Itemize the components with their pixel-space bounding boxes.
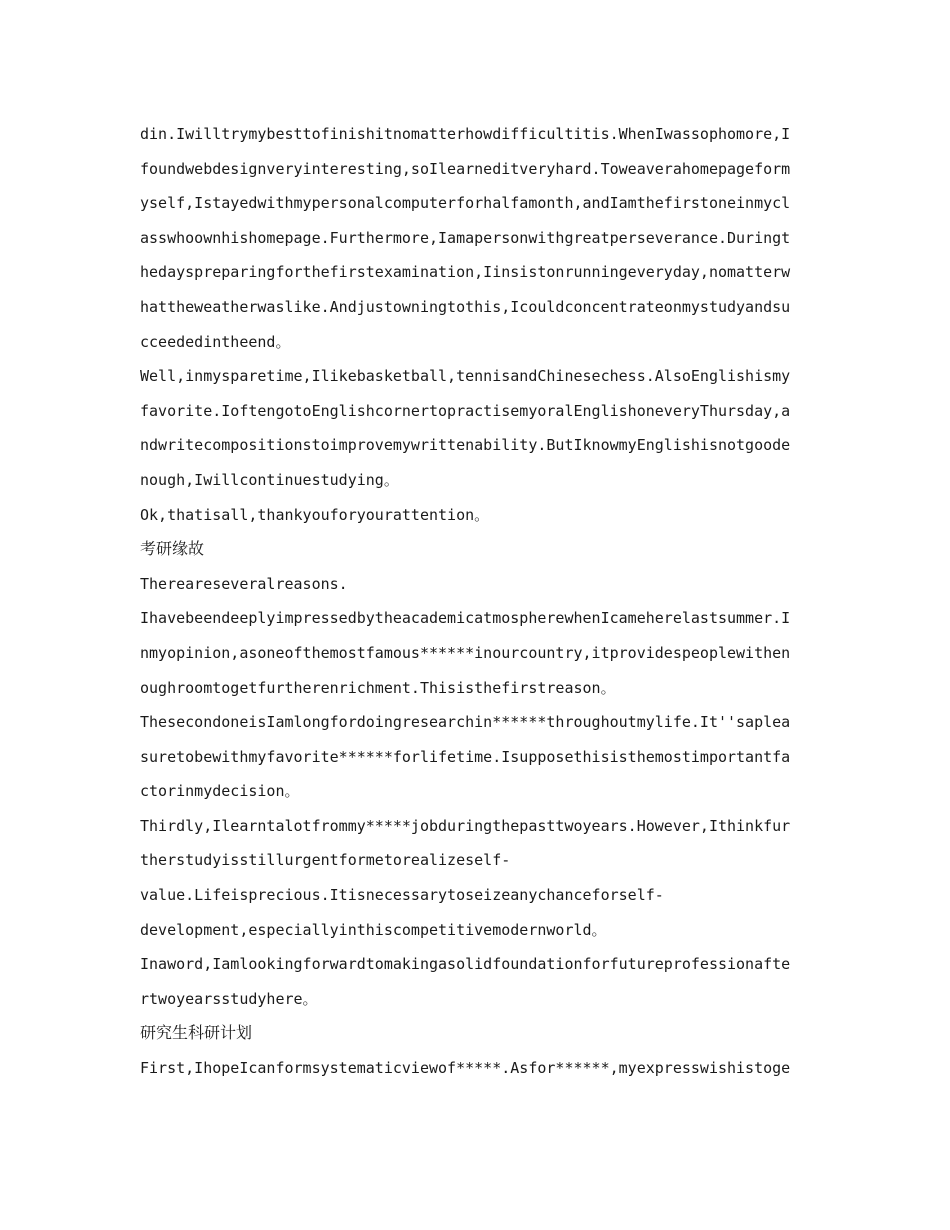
section-heading: 研究生科研计划: [140, 1023, 253, 1043]
text-line: therstudyisstillurgentformetorealizeself-: [140, 851, 511, 870]
text-line: Ok,thatisall,thankyouforyourattention。: [140, 505, 490, 524]
text-line: Thirdly,Ilearntalotfrommy*****jobduringthepasttwoyears.However,Ithinkfur: [140, 816, 791, 835]
document-body: [140, 117, 814, 1086]
text-line: value.Lifeisprecious.Itisnecessarytoseizeanychanceforself-: [140, 886, 664, 905]
text-line: ndwritecompositionstoimprovemywrittenability.ButIknowmyEnglishisnotgoode: [140, 436, 791, 455]
text-line: hattheweatherwaslike.Andjustowningtothis,Icouldconcentrateonmystudyandsu: [140, 297, 791, 316]
text-line: development,especiallyinthiscompetitivemodernworld。: [140, 920, 607, 939]
text-line: asswhoownhishomepage.Furthermore,Iamapersonwithgreatperseverance.Duringt: [140, 228, 791, 247]
text-line: ctorinmydecision。: [140, 782, 300, 801]
text-line: oughroomtogetfurtherenrichment.Thisisthefirstreason。: [140, 678, 616, 697]
text-line: nough,Iwillcontinuestudying。: [140, 470, 399, 489]
text-line: rtwoyearsstudyhere。: [140, 989, 318, 1008]
text-line: First,IhopeIcanformsystematicviewof*****.Asfor******,myexpresswishistoge: [140, 1059, 791, 1078]
text-line: favorite.IoftengotoEnglishcornertopractisemyoralEnglishoneveryThursday,a: [140, 401, 791, 420]
text-line: din.Iwilltrymybesttofinishitnomatterhowdifficultitis.WhenIwassophomore,I: [140, 125, 791, 143]
text-line: Well,inmysparetime,Ilikebasketball,tennisandChinesechess.AlsoEnglishismy: [140, 367, 791, 386]
text-line: Inaword,Iamlookingforwardtomakingasolidfoundationforfutureprofessionafte: [140, 955, 791, 974]
text-line: hedayspreparingforthefirstexamination,Iinsistonrunningeveryday,nomatterw: [140, 263, 791, 282]
text-line: yself,Istayedwithmypersonalcomputerforhalfamonth,andIamthefirstoneinmycl: [140, 194, 791, 213]
text-line: nmyopinion,asoneofthemostfamous******inourcountry,itprovidespeoplewithen: [140, 643, 791, 662]
text-line: foundwebdesignveryinteresting,soIlearneditveryhard.Toweaverahomepageform: [140, 159, 791, 178]
text-line: suretobewithmyfavorite******forlifetime.Isupposethisisthemostimportantfa: [140, 747, 791, 766]
text-line: IhavebeendeeplyimpressedbytheacademicatmospherewhenIcameherelastsummer.I: [140, 609, 791, 628]
text-line: ThesecondoneisIamlongfordoingresearchin******throughoutmylife.It''saplea: [140, 713, 791, 732]
section-heading: 考研缘故: [140, 539, 205, 559]
text-line: Thereareseveralreasons.: [140, 574, 348, 593]
text-line: cceededintheend。: [140, 332, 291, 351]
